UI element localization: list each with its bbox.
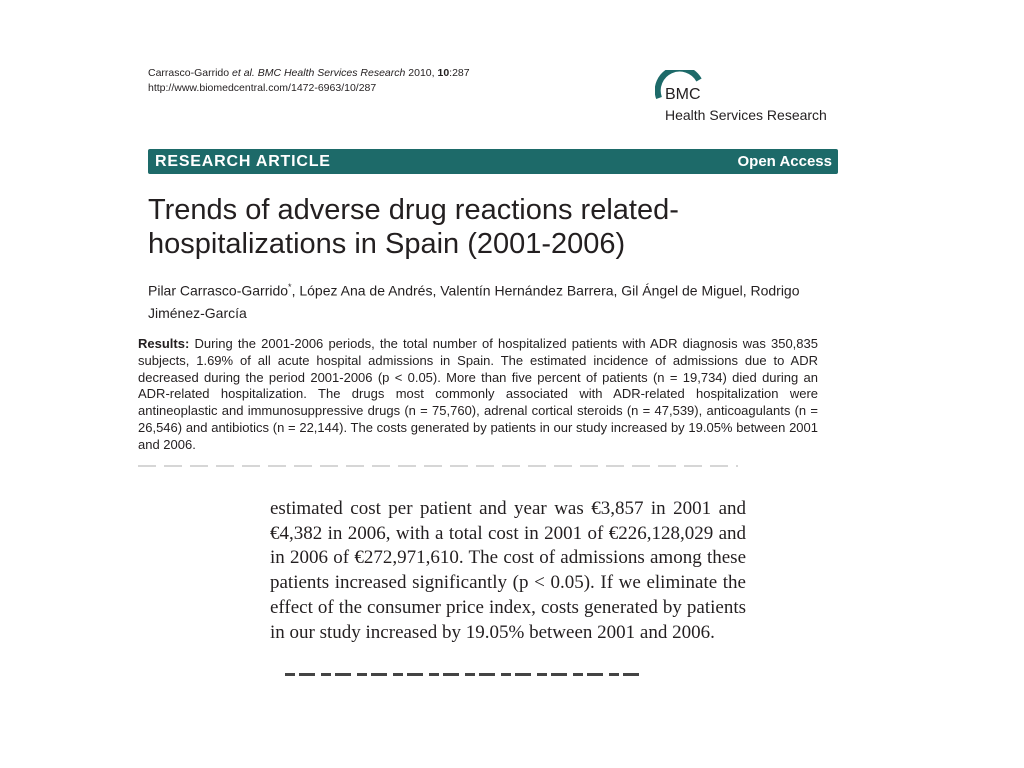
citation-etal: et al.: [232, 67, 255, 79]
logo-journal-name: Health Services Research: [665, 107, 827, 123]
citation-pages: :287: [449, 67, 470, 79]
research-article-bar: [148, 149, 838, 174]
cost-excerpt-paragraph: estimated cost per patient and year was €3,857 in 2001 and €4,382 in 2006, with a total cost in 2001 of €226,128,029 and in 2006 of €272,971,610. The cost of admissions among these patients increased significantly (p < 0.05). If we eliminate the effect of the consumer price index, costs generated by patients in our study increased by 19.05% between 2001 and 2006.: [270, 498, 746, 643]
results-text: During the 2001-2006 periods, the total number of hospitalized patients with ADR diagnosis was 350,835 subjects, 1.69% of all acute hospital admissions in Spain. The estimated incidence of admissions due to ADR decreased during the period 2001-2006 (p < 0.05). More than five percent of patients (n = 19,734) died during an ADR-related hospitalization. The drugs most commonly associated with ADR-related hospitalization were antineoplastic and immunosuppressive drugs (n = 75,760), adrenal cortical steroids (n = 47,539), anticoagulants (n = 26,546) and antibiotics (n = 22,144). The costs generated by patients in our study increased by 19.05% between 2001 and 2006.: [138, 336, 818, 452]
article-title: Trends of adverse drug reactions related-hospitalizations in Spain (2001-2006): [148, 194, 679, 260]
citation-url[interactable]: http://www.biomedcentral.com/1472-6963/10/287: [148, 82, 377, 94]
citation-header: [148, 66, 470, 96]
open-access-label: Open Access: [737, 153, 832, 170]
results-label: Results:: [138, 336, 190, 351]
citation-volume: 10: [437, 67, 450, 79]
cropped-text-line: [138, 461, 738, 471]
citation-authors: Carrasco-Garrido: [148, 67, 230, 79]
corresponding-author-marker: *: [288, 282, 292, 292]
citation-line: [148, 66, 470, 81]
cropped-excerpt-line: [285, 670, 645, 676]
author-rest: , López Ana de Andrés, Valentín Hernández Barrera, Gil Ángel de Miguel, Rodrigo Jiménez-García: [148, 282, 800, 321]
bmc-logo: [655, 70, 845, 130]
logo-bmc-text: BMC: [665, 86, 701, 103]
author-list: [148, 276, 838, 324]
results-paragraph: [138, 336, 818, 454]
article-type-label: RESEARCH ARTICLE: [155, 153, 331, 170]
author-first: Pilar Carrasco-Garrido: [148, 282, 289, 299]
citation-journal: BMC Health Services Research: [257, 67, 406, 79]
citation-year: 2010,: [408, 67, 435, 79]
